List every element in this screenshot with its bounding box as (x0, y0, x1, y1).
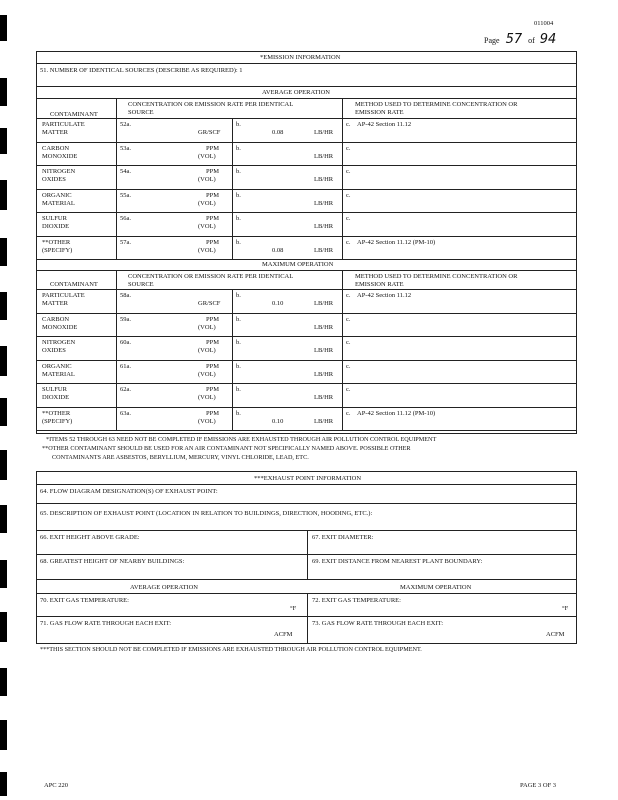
unit-vol: GR/SCF (198, 129, 221, 136)
q66-label: 66. EXIT HEIGHT ABOVE GRADE: (40, 534, 140, 541)
item-c-label: c. (346, 386, 351, 393)
q68-label: 68. GREATEST HEIGHT OF NEARBY BUILDINGS: (40, 558, 185, 565)
hdr-contaminant: CONTAMINANT (50, 111, 98, 118)
emission-box (36, 51, 577, 434)
contaminant-name: NITROGEN (42, 168, 76, 175)
item-b-label: b. (236, 168, 241, 175)
method-text: AP-42 Section 11.12 (357, 292, 412, 299)
unit-lbhr: LB/HR (314, 246, 334, 254)
unit-ppm: PPM (206, 386, 220, 393)
unit-lbhr: LB/HR (314, 176, 334, 183)
hdr-conc-1: CONCENTRATION OR EMISSION RATE PER IDENTICAL (128, 101, 294, 108)
item-b-label: b. (236, 191, 241, 199)
q71-label: 71. GAS FLOW RATE THROUGH EACH EXIT: (40, 620, 172, 627)
binder-mark (0, 180, 7, 210)
unit-ppm: PPM (206, 168, 220, 175)
item-c-label: c. (346, 292, 351, 299)
hdr-conc-2: SOURCE (128, 281, 154, 288)
method-text: AP-42 Section 11.12 (357, 121, 412, 128)
item-c-label: c. (346, 168, 351, 175)
unit-vol: (VOL) (198, 246, 216, 254)
q71-unit: ACFM (274, 631, 293, 638)
contaminant-name: **OTHER (42, 238, 71, 246)
q73-label: 73. GAS FLOW RATE THROUGH EACH EXIT: (312, 620, 444, 627)
contaminant-name-2: (SPECIFY) (42, 417, 73, 425)
unit-ppm: PPM (206, 339, 220, 346)
emission-value: 0.08 (272, 129, 284, 136)
q70-label: 70. EXIT GAS TEMPERATURE: (40, 597, 129, 604)
binder-mark (0, 772, 7, 796)
item-a-label: 55a. (120, 191, 132, 199)
unit-vol: (VOL) (198, 394, 216, 401)
q65-label: 65. DESCRIPTION OF EXHAUST POINT (LOCATION IN RELATION TO BUILDINGS, DIRECTION, HOODING, ETC.): (40, 510, 373, 517)
item-b-label: b. (236, 144, 241, 152)
hdr-conc-2: SOURCE (128, 109, 154, 116)
item-b-label: b. (236, 362, 241, 370)
emission-value: 0.10 (272, 417, 284, 425)
q73-unit: ACFM (546, 631, 565, 638)
item-c-label: c. (346, 362, 351, 370)
unit-lbhr: LB/HR (314, 323, 334, 331)
item-c-label: c. (346, 315, 351, 323)
item-a-label: 62a. (120, 386, 132, 393)
q67-label: 67. EXIT DIAMETER: (312, 534, 374, 541)
unit-ppm: PPM (206, 215, 220, 222)
item-a-label: 60a. (120, 339, 132, 346)
method-text: AP-42 Section 11.12 (PM-10) (357, 409, 436, 417)
binder-mark (0, 505, 7, 533)
item-b-label: b. (236, 315, 241, 323)
unit-lbhr: LB/HR (314, 347, 334, 354)
contaminant-name: SULFUR (42, 215, 67, 222)
unit-lbhr: LB/HR (314, 300, 334, 307)
binder-mark (0, 612, 7, 642)
binder-mark (0, 128, 7, 154)
contaminant-name: PARTICULATE (42, 121, 85, 128)
item-c-label: c. (346, 144, 351, 152)
item-c-label: c. (346, 238, 351, 246)
unit-vol: (VOL) (198, 323, 216, 331)
hdr-contaminant: CONTAMINANT (50, 281, 98, 288)
hdr-method-2: EMISSION RATE (355, 281, 404, 288)
contaminant-name: PARTICULATE (42, 292, 85, 299)
item-b-label: b. (236, 215, 241, 222)
hdr-method-2: EMISSION RATE (355, 109, 404, 116)
document-id: 011004 (534, 20, 554, 27)
item-a-label: 52a. (120, 121, 132, 128)
item-a-label: 56a. (120, 215, 132, 222)
binder-mark (0, 720, 7, 750)
unit-vol: GR/SCF (198, 300, 221, 307)
q70-unit: °F (290, 605, 297, 612)
hdr-method-1: METHOD USED TO DETERMINE CONCENTRATION OR (355, 273, 518, 280)
item-c-label: c. (346, 215, 351, 222)
item-c-label: c. (346, 339, 351, 346)
q72-label: 72. EXIT GAS TEMPERATURE: (312, 597, 401, 604)
unit-lbhr: LB/HR (314, 199, 334, 207)
q72-unit: °F (562, 605, 569, 612)
binder-mark (0, 15, 7, 41)
item-b-label: b. (236, 386, 241, 393)
form-number: APC 220 (44, 782, 69, 789)
contaminant-name-2: DIOXIDE (42, 394, 70, 401)
q69-label: 69. EXIT DISTANCE FROM NEAREST PLANT BOUNDARY: (312, 558, 483, 565)
q64-label: 64. FLOW DIAGRAM DESIGNATION(S) OF EXHAUST POINT: (40, 488, 218, 495)
contaminant-name-2: MATTER (42, 300, 68, 307)
unit-vol: (VOL) (198, 417, 216, 425)
item-a-label: 57a. (120, 238, 132, 246)
note-1: *ITEMS 52 THROUGH 63 NEED NOT BE COMPLETED IF EMISSIONS ARE EXHAUSTED THROUGH AIR POLLUTION CONTROL EQUIPMENT (46, 436, 437, 443)
max-op-title: MAXIMUM OPERATION (262, 261, 334, 268)
hdr-conc-1: CONCENTRATION OR EMISSION RATE PER IDENTICAL (128, 273, 294, 280)
item-b-label: b. (236, 121, 241, 128)
q51-label: 51. NUMBER OF IDENTICAL SOURCES (DESCRIBE AS REQUIRED): 1 (40, 67, 243, 74)
method-text: AP-42 Section 11.12 (PM-10) (357, 238, 436, 246)
page-label: Page (484, 36, 500, 45)
unit-ppm: PPM (206, 362, 220, 370)
contaminant-name: ORGANIC (42, 362, 72, 370)
emission-value: 0.10 (272, 300, 284, 307)
unit-vol: (VOL) (198, 370, 216, 378)
page-of: of (528, 36, 535, 45)
unit-lbhr: LB/HR (314, 223, 334, 230)
contaminant-name-2: MONOXIDE (42, 152, 78, 160)
binder-mark (0, 398, 7, 426)
note-2: **OTHER CONTAMINANT SHOULD BE USED FOR AN AIR CONTAMINANT NOT SPECIFICALLY NAMED ABOVE. POSSIBLE OTHER (42, 445, 411, 452)
item-a-label: 59a. (120, 315, 132, 323)
unit-vol: (VOL) (198, 223, 216, 230)
contaminant-name: CARBON (42, 315, 70, 323)
contaminant-name: CARBON (42, 144, 70, 152)
binder-mark (0, 292, 7, 320)
unit-vol: (VOL) (198, 152, 216, 160)
item-c-label: c. (346, 409, 351, 417)
note-3: CONTAMINANTS ARE ASBESTOS, BERYLLIUM, MERCURY, VINYL CHLORIDE, LEAD, ETC. (52, 454, 309, 461)
contaminant-name-2: OXIDES (42, 176, 66, 183)
item-a-label: 61a. (120, 362, 132, 370)
item-b-label: b. (236, 409, 241, 417)
item-c-label: c. (346, 121, 351, 128)
item-a-label: 58a. (120, 292, 132, 299)
unit-vol: (VOL) (198, 347, 216, 354)
item-b-label: b. (236, 292, 241, 299)
item-a-label: 53a. (120, 144, 132, 152)
contaminant-name-2: DIOXIDE (42, 223, 70, 230)
exhaust-avg-title: AVERAGE OPERATION (130, 584, 198, 591)
contaminant-name: ORGANIC (42, 191, 72, 199)
page-of-pages: PAGE 3 OF 3 (520, 782, 557, 789)
page-number (484, 32, 556, 47)
unit-ppm: PPM (206, 191, 220, 199)
emission-title: *EMISSION INFORMATION (260, 54, 341, 61)
emission-value: 0.08 (272, 246, 284, 254)
binder-mark (0, 668, 7, 696)
unit-lbhr: LB/HR (314, 152, 334, 160)
avg-op-title: AVERAGE OPERATION (262, 89, 330, 96)
contaminant-name-2: MATERIAL (42, 370, 75, 378)
exhaust-title: ***EXHAUST POINT INFORMATION (254, 475, 362, 482)
contaminant-name-2: (SPECIFY) (42, 246, 73, 254)
binder-mark (0, 450, 7, 480)
hdr-method-1: METHOD USED TO DETERMINE CONCENTRATION OR (355, 101, 518, 108)
item-a-label: 54a. (120, 168, 132, 175)
item-b-label: b. (236, 339, 241, 346)
unit-lbhr: LB/HR (314, 394, 334, 401)
contaminant-name: **OTHER (42, 409, 71, 417)
unit-lbhr: LB/HR (314, 129, 334, 136)
unit-vol: (VOL) (198, 199, 216, 207)
binder-mark (0, 238, 7, 266)
unit-lbhr: LB/HR (314, 417, 334, 425)
contaminant-name: SULFUR (42, 386, 67, 393)
unit-ppm: PPM (206, 409, 220, 417)
exhaust-note: ***THIS SECTION SHOULD NOT BE COMPLETED IF EMISSIONS ARE EXHAUSTED THROUGH AIR POLLUTION CONTROL EQUIPMENT. (40, 646, 422, 653)
item-c-label: c. (346, 191, 351, 199)
contaminant-name-2: MONOXIDE (42, 323, 78, 331)
page-total: 94 (539, 32, 557, 47)
unit-ppm: PPM (206, 144, 220, 152)
item-b-label: b. (236, 238, 241, 246)
unit-ppm: PPM (206, 238, 220, 246)
item-a-label: 63a. (120, 409, 132, 417)
binder-mark (0, 78, 7, 106)
contaminant-name-2: MATERIAL (42, 199, 75, 207)
contaminant-name-2: OXIDES (42, 347, 66, 354)
unit-ppm: PPM (206, 315, 220, 323)
unit-vol: (VOL) (198, 176, 216, 183)
binder-mark (0, 346, 7, 376)
contaminant-name: NITROGEN (42, 339, 76, 346)
contaminant-name-2: MATTER (42, 129, 68, 136)
unit-lbhr: LB/HR (314, 370, 334, 378)
exhaust-max-title: MAXIMUM OPERATION (400, 584, 472, 591)
page-num: 57 (505, 32, 523, 47)
binder-mark (0, 560, 7, 588)
